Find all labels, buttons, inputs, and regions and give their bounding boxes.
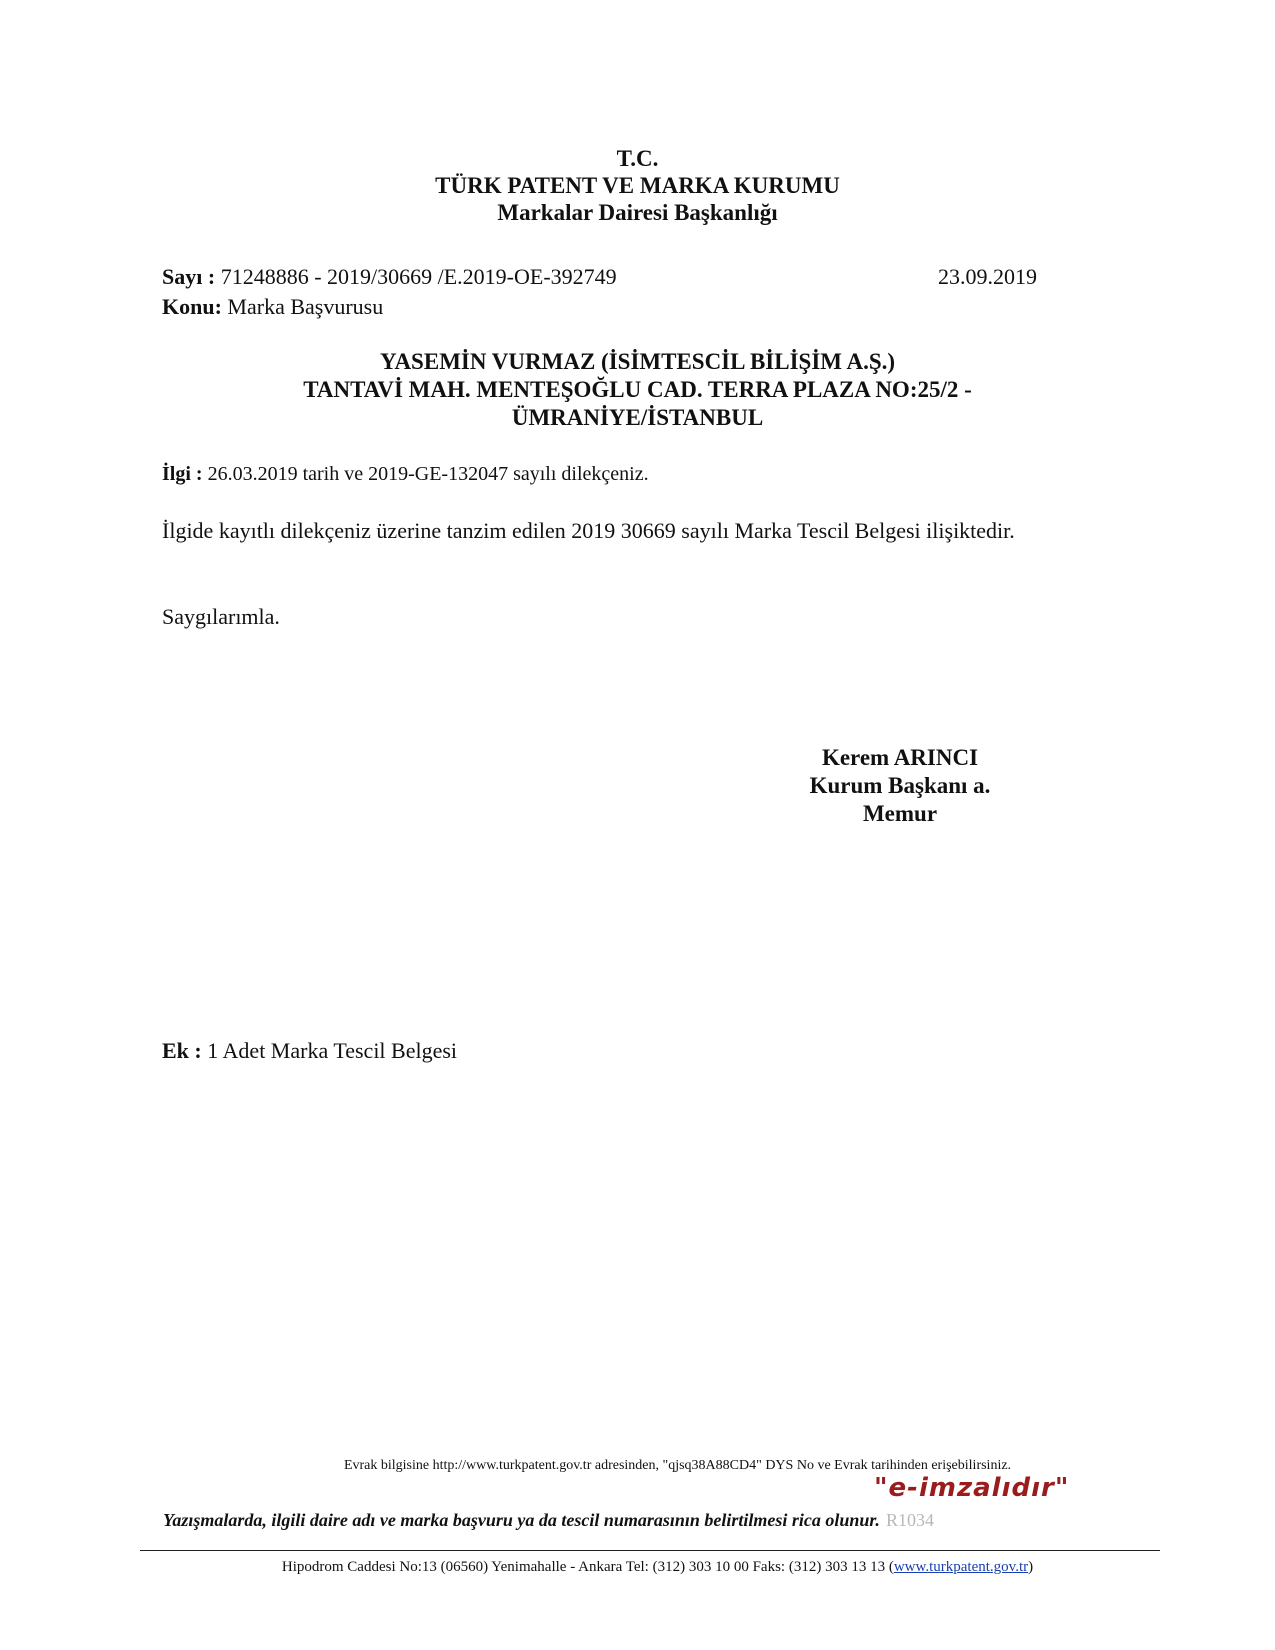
sayi-line	[162, 262, 617, 292]
ilgi-label: İlgi :	[162, 463, 203, 485]
address-text: Hipodrom Caddesi No:13 (06560) Yenimahalle - Ankara Tel: (312) 303 10 00 Faks: (312) 303 13 13 (	[281, 1559, 894, 1575]
konu-line	[162, 292, 617, 322]
evrak-info: Evrak bilgisine http://www.turkpatent.gov.tr adresinden, "qjsq38A88CD4" DYS No ve Evrak tarihinden erişebilirsiniz.	[343, 1458, 1012, 1473]
header-tc: T.C.	[616, 146, 659, 171]
sayi-label: Sayı :	[162, 264, 216, 289]
konu-label: Konu:	[162, 294, 222, 319]
recipient-block	[0, 348, 1275, 432]
ilgi-value: 26.03.2019 tarih ve 2019-GE-132047 sayılı dilekçeniz.	[202, 463, 649, 485]
signer-role: Memur	[862, 801, 938, 826]
ilgi-line	[162, 460, 649, 488]
address-end: )	[1028, 1559, 1034, 1575]
form-code: R1034	[885, 1510, 934, 1530]
document-date: 23.09.2019	[938, 264, 1037, 289]
footer-divider	[140, 1550, 1160, 1551]
header-department: Markalar Dairesi Başkanlığı	[497, 200, 778, 225]
recipient-address-2: ÜMRANİYE/İSTANBUL	[511, 405, 764, 430]
recipient-name: YASEMİN VURMAZ (İSİMTESCİL BİLİŞİM A.Ş.)	[379, 349, 896, 374]
annex-value: 1 Adet Marka Tescil Belgesi	[201, 1038, 458, 1063]
sayi-value: 71248886 - 2019/30669 /E.2019-OE-392749	[215, 264, 617, 289]
header-institution: TÜRK PATENT VE MARKA KURUMU	[435, 173, 840, 198]
correspondence-note	[163, 1508, 934, 1532]
annex-label: Ek :	[162, 1038, 202, 1063]
closing-text: Saygılarımla.	[162, 604, 280, 629]
annex-line	[162, 1036, 457, 1066]
footer-address	[0, 1557, 1275, 1577]
recipient-address-1: TANTAVİ MAH. MENTEŞOĞLU CAD. TERRA PLAZA NO:25/2 -	[303, 377, 972, 402]
body-paragraph: İlgide kayıtlı dilekçeniz üzerine tanzim edilen 2019 30669 sayılı Marka Tescil Belgesi ilişiktedir.	[162, 518, 1015, 543]
reference-block	[162, 262, 617, 322]
signer-name: Kerem ARINCI	[821, 745, 979, 770]
konu-value: Marka Başvurusu	[221, 294, 384, 319]
signer-title: Kurum Başkanı a.	[809, 773, 991, 798]
website-link[interactable]: www.turkpatent.gov.tr	[893, 1559, 1029, 1575]
e-signature-stamp: "e-imzalıdır"	[874, 1473, 1070, 1503]
note-text: Yazışmalarda, ilgili daire adı ve marka başvuru ya da tescil numarasının belirtilmesi rica olunur.	[163, 1510, 880, 1530]
signature-block	[790, 744, 1010, 828]
